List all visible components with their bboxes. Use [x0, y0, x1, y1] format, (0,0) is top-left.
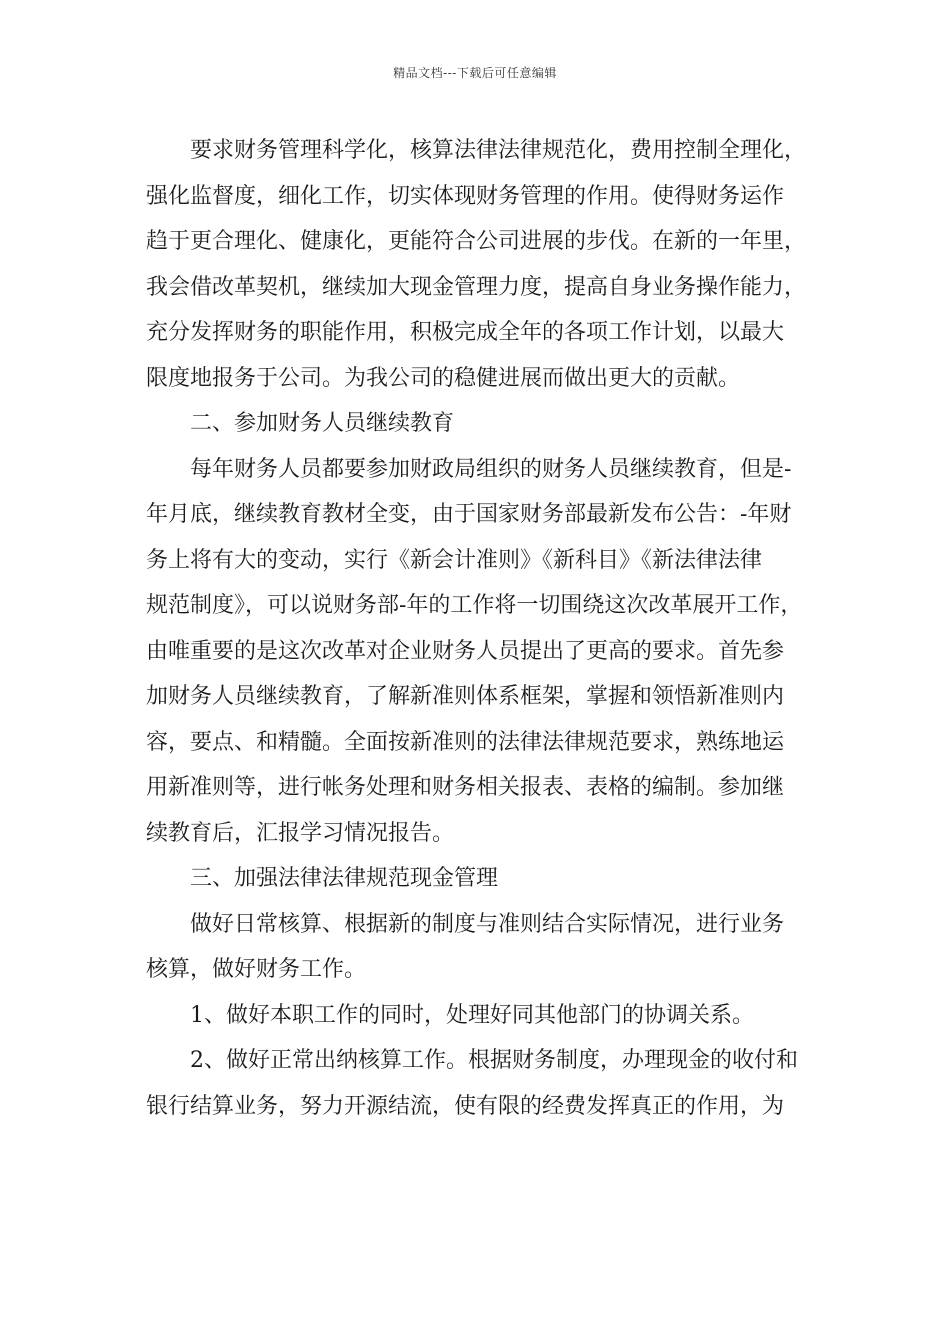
text-line: 核算，做好财务工作。	[146, 957, 367, 982]
paragraph-continuing-education	[146, 447, 822, 857]
text-line: 容，要点、和精髓。全面按新准则的法律法律规范要求，熟练地运	[146, 729, 785, 755]
paragraph-financial-management	[146, 128, 822, 401]
text-line: 限度地报务于公司。为我公司的稳健进展而做出更大的贡献。	[146, 365, 741, 391]
paragraph-daily-accounting	[146, 902, 822, 993]
section-heading-cash-management	[146, 856, 822, 902]
text-line: 续教育后，汇报学习情况报告。	[146, 820, 455, 846]
text-line: 我会借改革契机，继续加大现金管理力度，提高自身业务操作能力，	[146, 274, 807, 300]
text-line: 规范制度》，可以说财务部-年的工作将一切围绕这次改革展开工作，	[146, 593, 803, 618]
text-line: 加财务人员继续教育，了解新准则体系框架，掌握和领悟新准则内	[146, 684, 785, 709]
heading-line: 二、参加财务人员继续教育	[190, 411, 455, 436]
text-line: 1、做好本职工作的同时，处理好同其他部门的协调关系。	[190, 1002, 754, 1028]
text-line: 做好日常核算、根据新的制度与准则结合实际情况，进行业务	[190, 911, 785, 937]
text-line: 银行结算业务，努力开源结流，使有限的经费发挥真正的作用，为	[146, 1093, 785, 1119]
text-line: 强化监督度，细化工作，切实体现财务管理的作用。使得财务运作	[146, 183, 785, 209]
text-line: 由唯重要的是这次改革对企业财务人员提出了更高的要求。首先参	[146, 638, 785, 664]
list-item-2	[146, 1038, 822, 1129]
page-header: 精品文档---下载后可任意编辑	[393, 66, 557, 80]
text-line: 年月底，继续教育教材全变，由于国家财务部最新发布公告：-年财	[146, 502, 792, 527]
text-line: 趋于更合理化、健康化，更能符合公司进展的步伐。在新的一年里，	[146, 229, 807, 254]
heading-line: 三、加强法律法律规范现金管理	[190, 866, 499, 891]
section-heading-continuing-education	[146, 401, 822, 447]
text-line: 2、做好正常出纳核算工作。根据财务制度，办理现金的收付和	[190, 1048, 798, 1073]
text-line: 充分发挥财务的职能作用，积极完成全年的各项工作计划，以最大	[146, 320, 785, 345]
text-line: 用新准则等，进行帐务处理和财务相关报表、表格的编制。参加继	[146, 775, 785, 800]
list-item-1	[146, 993, 822, 1039]
text-line: 务上将有大的变动，实行《新会计准则》《新科目》《新法律法律	[146, 547, 763, 573]
document-body	[146, 128, 822, 1129]
text-line: 每年财务人员都要参加财政局组织的财务人员继续教育，但是-	[190, 456, 792, 482]
text-line: 要求财务管理科学化，核算法律法律规范化，费用控制全理化，	[190, 138, 807, 163]
